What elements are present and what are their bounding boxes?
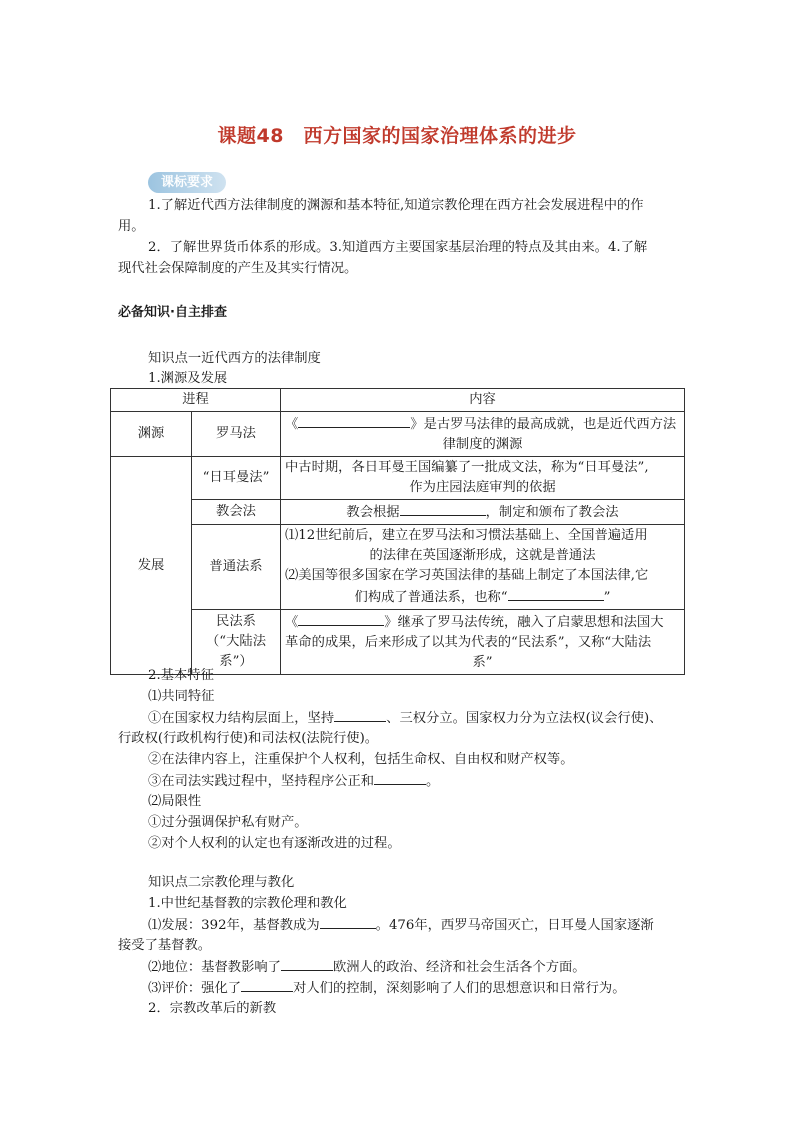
requirement-line-3: 2．了解世界货币体系的形成。3.知道西方主要国家基层治理的特点及其由来。4.了解 [148,240,648,255]
table-header-process: 进程 [111,389,281,412]
cell-text: 系”） [219,654,253,669]
kp2-sub2: 2．宗教改革后的新教 [148,1001,277,1016]
table-cell-common-law-content [281,525,685,610]
cell-text: 革命的成果，后来形成了以其为代表的“民法系”，又称“大陆法 [285,635,652,650]
kp2-sub1: 1.中世纪基督教的宗教伦理和教化 [148,896,347,911]
cell-text: 民法系 [216,614,256,629]
table-row [111,500,685,525]
table-cell-roman-law: 罗马法 [192,412,281,457]
law-origins-table [110,388,685,675]
cell-text: （“大陆法 [206,634,266,649]
cell-text: 》继承了罗马法传统，融入了启蒙思想和法国大 [384,615,664,630]
table-row [111,525,685,610]
cell-text: ⑴12世纪前后，建立在罗马法和习惯法基础上、全国普遍适用 [285,528,648,543]
feature-3 [148,770,439,792]
kp2-item-2 [148,956,586,978]
fill-blank[interactable] [298,611,384,626]
table-header-row [111,389,685,412]
item-text: ⑶评价：强化了 [148,981,242,996]
item-text: 对人们的控制，深刻影响了人们的思想意识和日常行为。 [293,981,626,996]
cell-text: 律制度的渊源 [442,437,523,452]
table-cell-origin: 渊源 [111,412,192,457]
curriculum-requirements-badge: 课标要求 [148,172,226,193]
fill-blank[interactable] [241,977,293,992]
item-text: 。476年，西罗马帝国灭亡，日耳曼人国家逐渐 [375,918,654,933]
cell-text: 的法律在英国逐渐形成，这就是普通法 [369,548,596,563]
table-header-content: 内容 [281,389,685,412]
feature-text: 。 [426,774,440,789]
table-cell-roman-law-content [281,412,685,457]
item-text: ⑴发展：392年，基督教成为 [148,918,320,933]
fill-blank[interactable] [334,707,386,722]
kp2-item-1 [148,914,654,936]
feature-text: ①在国家权力结构层面上，坚持 [148,711,335,726]
kp1-title: 知识点一近代西方的法律制度 [148,351,321,366]
fill-blank[interactable] [281,956,333,971]
table-row [111,412,685,457]
fill-blank[interactable] [508,586,604,601]
requirement-line-1: 1.了解近代西方法律制度的渊源和基本特征,知道宗教伦理在西方社会发展进程中的作 [148,198,644,213]
cell-text: 《 [285,615,299,630]
limitation-1: ①过分强调保护私有财产。 [148,815,308,830]
cell-text: 作为庄园法庭审判的依据 [409,480,556,495]
table-row [111,457,685,500]
cell-text: 《 [285,417,299,432]
table-cell-germanic-law: “日耳曼法” [192,457,281,500]
table-cell-development: 发展 [111,457,192,675]
feature-1-cont: 行政权(行政机构行使)和司法权(法院行使)。 [118,731,379,746]
limitations-heading: ⑵局限性 [148,794,202,809]
table-cell-canon-law: 教会法 [192,500,281,525]
kp2-title: 知识点二宗教伦理与教化 [148,875,295,890]
feature-text: ③在司法实践过程中，坚持程序公正和 [148,774,375,789]
fill-blank[interactable] [374,770,426,785]
table-cell-civil-law-content [281,610,685,675]
cell-text: ，制定和颁布了教会法 [485,505,619,520]
feature-1 [148,707,662,729]
kp1-sub1: 1.渊源及发展 [148,371,228,386]
item-text: ⑵地位：基督教影响了 [148,960,281,975]
cell-text: 中古时期，各日耳曼王国编纂了一批成文法，称为“日耳曼法”, [285,460,649,475]
cell-text: 系” [472,655,493,670]
cell-text: 》是古罗马法律的最高成就，也是近代西方法 [410,417,677,432]
fill-blank[interactable] [320,914,376,929]
requirement-line-4: 现代社会保障制度的产生及其实行情况。 [118,261,358,276]
page-title: 课题48 西方国家的国家治理体系的进步 [217,125,577,147]
cell-text: ” [603,590,611,605]
feature-text: 、三权分立。国家权力分为立法权(议会行使)、 [386,711,663,726]
item-text: 欧洲人的政治、经济和社会生活各个方面。 [332,960,586,975]
section-heading: 必备知识·自主排查 [118,305,227,320]
kp1-sub2: 2.基本特征 [148,668,214,683]
kp2-item-3 [148,977,626,999]
table-cell-germanic-law-content [281,457,685,500]
common-features-heading: ⑴共同特征 [148,689,215,704]
limitation-2: ②对个人权利的认定也有逐渐改进的过程。 [148,836,401,851]
cell-text-line [285,611,680,633]
fill-blank[interactable] [400,501,486,516]
requirement-line-2: 用。 [118,219,145,234]
cell-text: ⑵美国等很多国家在学习英国法律的基础上制定了本国法律,它 [285,568,649,583]
kp2-item-1-cont: 接受了基督教。 [118,938,212,953]
table-cell-common-law: 普通法系 [192,525,281,610]
cell-text-line [285,586,680,608]
feature-2: ②在法律内容上，注重保护个人权利，包括生命权、自由权和财产权等。 [148,752,574,767]
table-cell-canon-law-content [281,500,685,525]
cell-text: 们构成了普通法系，也称“ [354,590,508,605]
fill-blank[interactable] [298,413,410,428]
cell-text: 教会根据 [346,505,400,520]
